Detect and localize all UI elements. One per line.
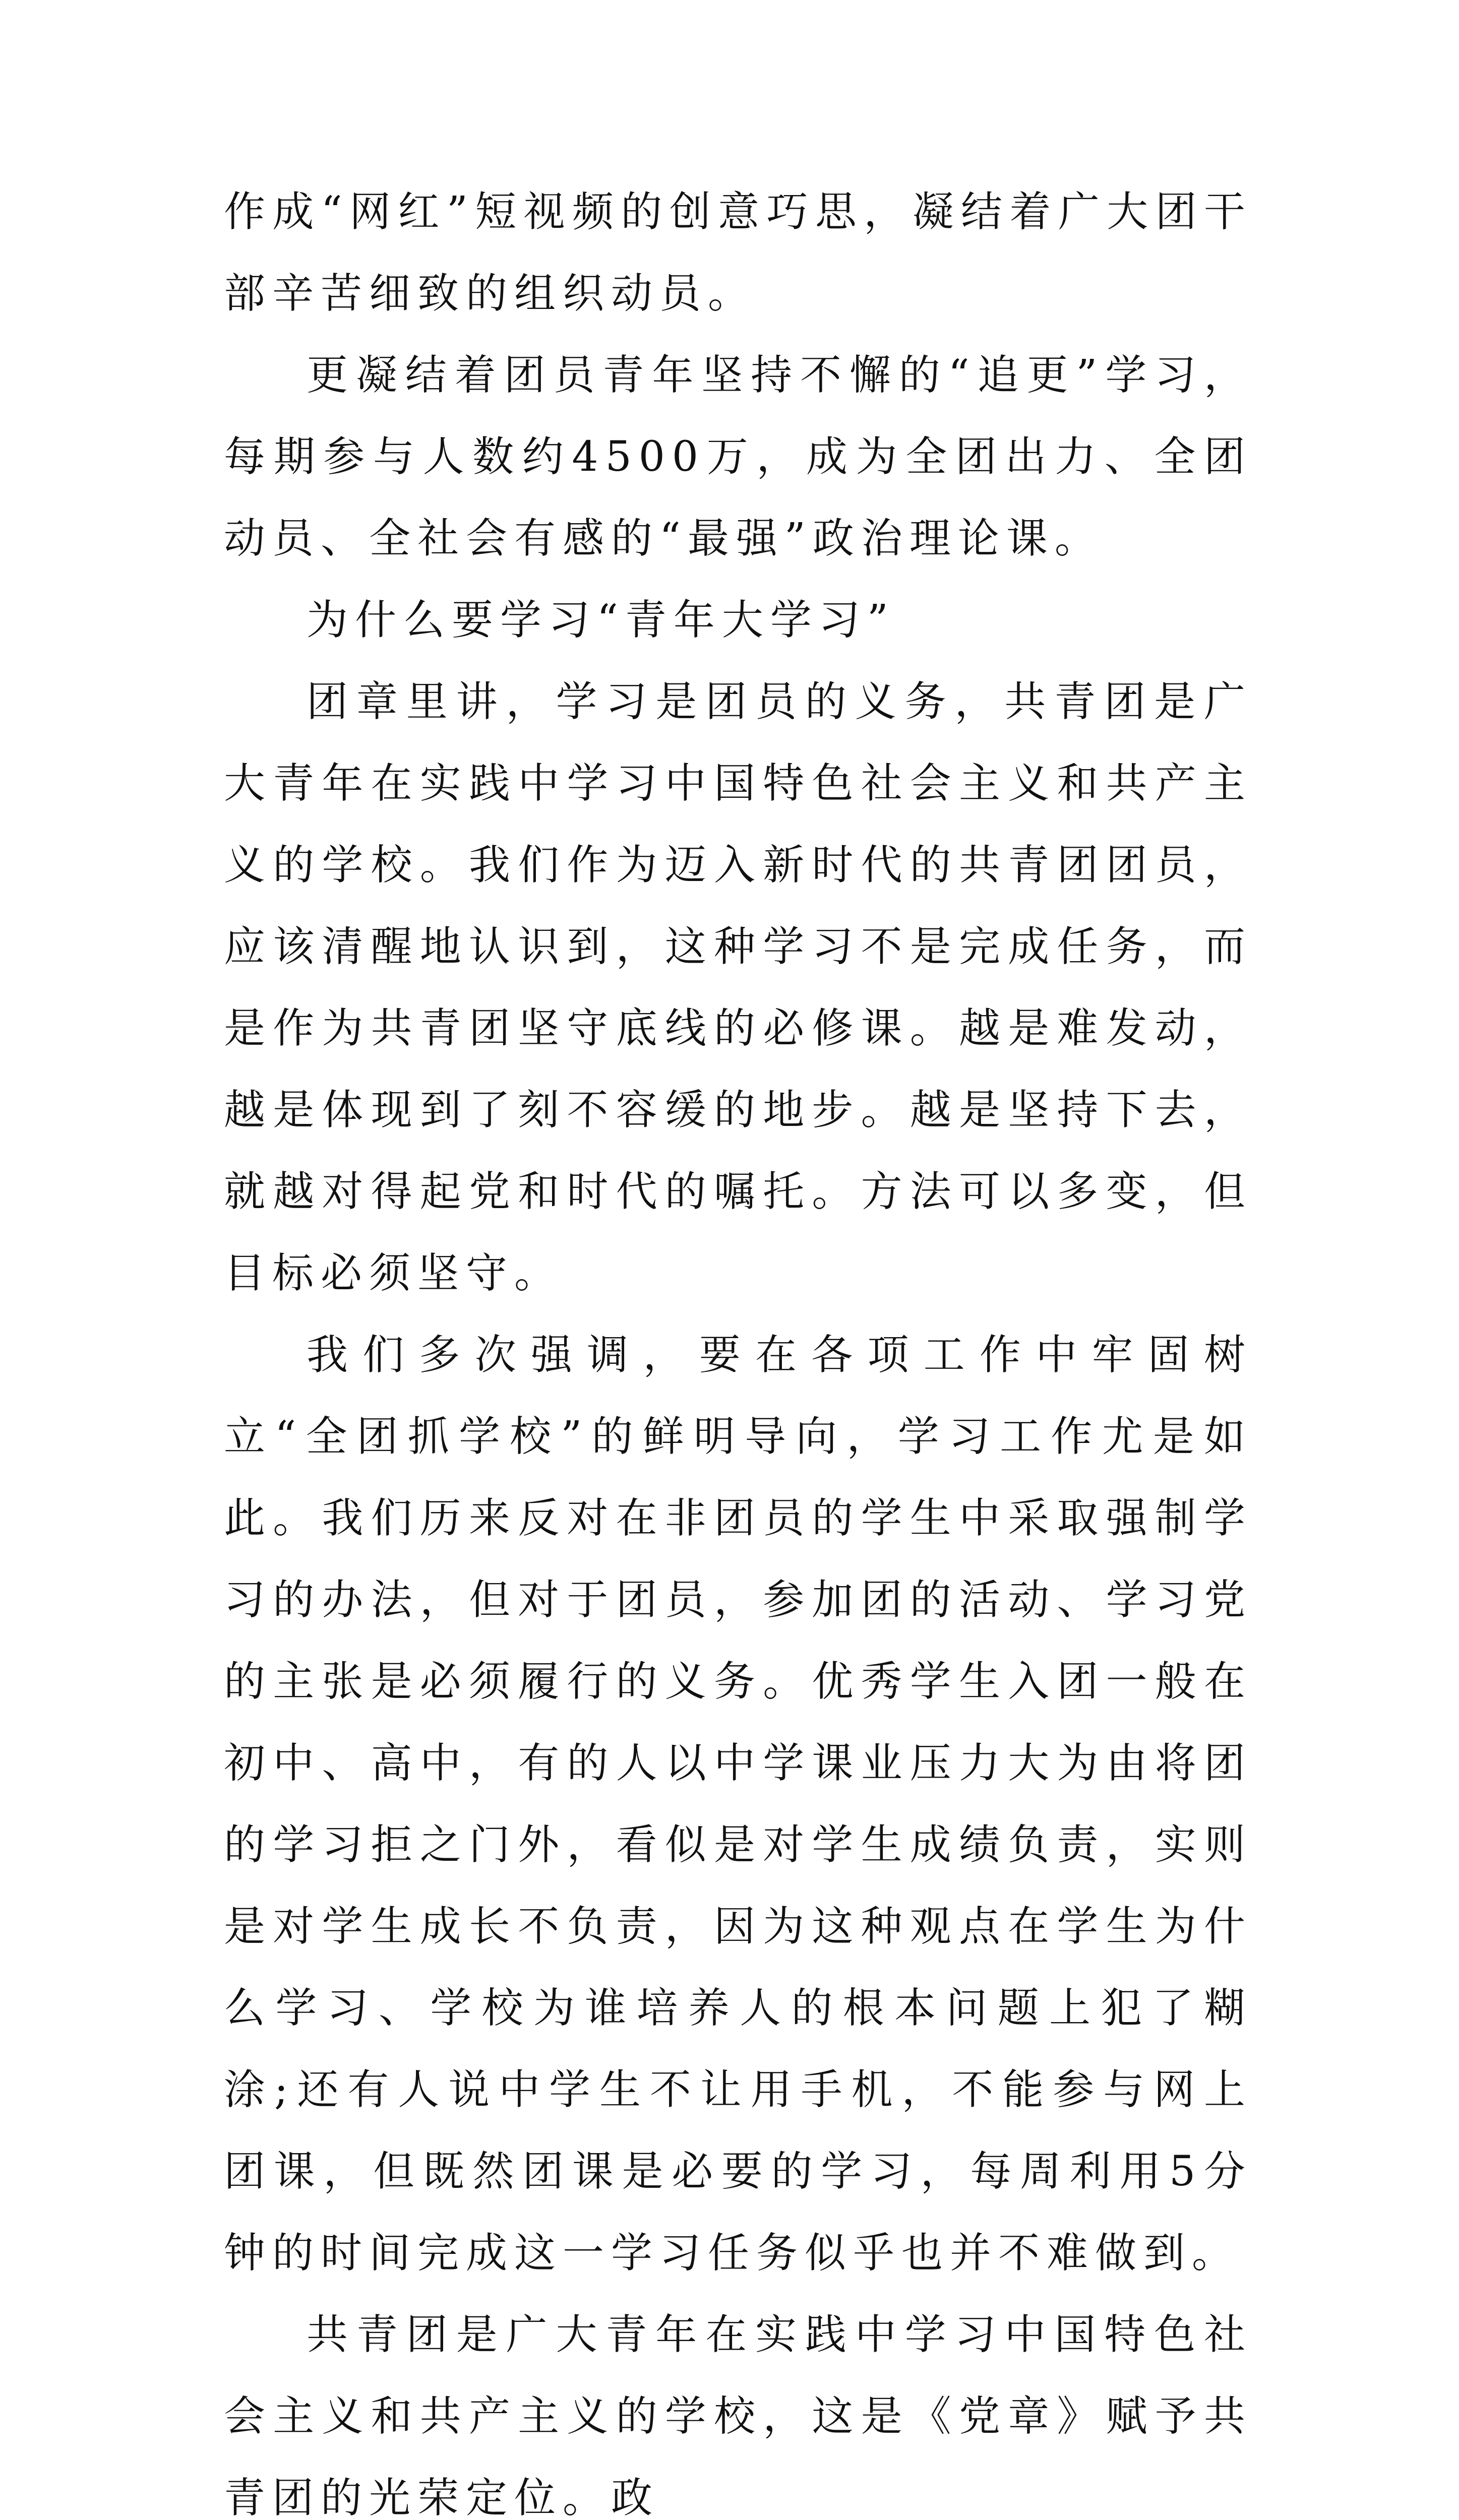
paragraph-2: 更凝结着团员青年坚持不懈的“追更”学习，每期参与人数约4500万，成为全团出力、全团动员、全社会有感的“最强”政治理论课。 — [224, 351, 1252, 562]
section-heading: 为什么要学习“青年大学习” — [307, 596, 895, 644]
paragraph-5: 共青团是广大青年在实践中学习中国特色社会主义和共产主义的学校，这是《党章》赋予共青团的光荣定位。政 — [224, 2311, 1252, 2520]
paragraph-1: 作成“网红”短视频的创意巧思，凝结着广大团干部辛苦细致的组织动员。 — [224, 188, 1252, 318]
document-body — [224, 171, 1252, 2520]
paragraph-3: 团章里讲，学习是团员的义务，共青团是广大青年在实践中学习中国特色社会主义和共产主义的学校。我们作为迈入新时代的共青团团员，应该清醒地认识到，这种学习不是完成任务，而是作为共青团坚守底线的必修课。越是难发动，越是体现到了刻不容缓的地步。越是坚持下去，就越对得起党和时代的嘱托。方法可以多变，但目标必须坚守。 — [224, 678, 1252, 1297]
paragraph-4: 我们多次强调，要在各项工作中牢固树立“全团抓学校”的鲜明导向，学习工作尤是如此。我们历来反对在非团员的学生中采取强制学习的办法，但对于团员，参加团的活动、学习党的主张是必须履行的义务。优秀学生入团一般在初中、高中，有的人以中学课业压力大为由将团的学习拒之门外，看似是对学生成绩负责，实则是对学生成长不负责，因为这种观点在学生为什么学习、学校为谁培养人的根本问题上犯了糊涂;还有人说中学生不让用手机，不能参与网上团课，但既然团课是必要的学习，每周利用5分钟的时间完成这一学习任务似乎也并不难做到。 — [224, 1331, 1252, 2277]
